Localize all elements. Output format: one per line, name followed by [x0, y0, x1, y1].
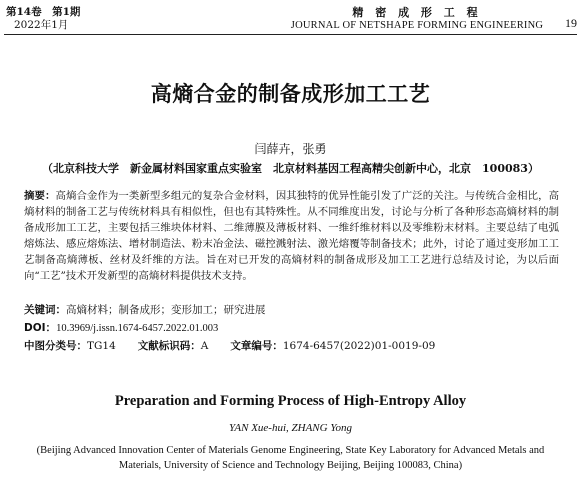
issue-date: 2022年1月 — [14, 19, 69, 31]
article-no-label: 文章编号： — [230, 340, 283, 352]
abstract-label: 摘要： — [24, 190, 56, 202]
doi-label: DOI： — [24, 322, 57, 334]
article-no-value: 1674-6457(2022)01-0019-09 — [282, 340, 436, 352]
keywords — [24, 302, 559, 318]
doc-code-label: 文献标识码： — [137, 340, 201, 352]
clc-value: TG14 — [87, 340, 116, 352]
header-rule — [4, 34, 577, 35]
page-number: 19 — [565, 16, 577, 30]
abstract-text: 高熵合金作为一类新型多组元的复杂合金材料，因其独特的优异性能引发了广泛的关注。与传统合金相比，高熵材料的制备工艺与传统材料具有相似性，但也有其特殊性。从不同维度出发，讨论与分析了各种形态高熵材料的制备成形加工工艺，主要包括三维块体材料、二维薄膜及薄板材料、一维纤维材料以及零维粉末材料。主要总结了电弧熔炼法、感应熔炼法、增材制造法、粉末冶金法、磁控溅射法、激光熔覆等制备技术；此外，讨论了通过变形加工工艺制备高熵薄板、丝材及纤维的方法。旨在对已开发的高熵材料的制备成形及加工工艺进行总结及讨论，为以后面向“工艺”技术开发新型的高熵材料提供技术支持。 — [24, 190, 560, 282]
affiliation-en: (Beijing Advanced Innovation Center of Materials Genome Engineering, State Key Laboratory for Advanced Metals and Materials, University of Science and Technology Beijing, Beijing 100083, China) — [36, 445, 545, 471]
journal-name-cn: 精 密 成 形 工 程 — [352, 6, 482, 19]
title-en: Preparation and Forming Process of High-Entropy Alloy — [114, 393, 467, 409]
keywords-text: 高熵材料；制备成形；变形加工；研究进展 — [66, 304, 266, 316]
issue-info — [6, 6, 80, 32]
title-cn: 高熵合金的制备成形加工工艺 — [150, 82, 431, 106]
journal-header — [267, 6, 567, 32]
doi — [24, 320, 559, 337]
affiliation-cn: （北京科技大学 新金属材料国家重点实验室 北京材料基因工程高精尖创新中心，北京 100083） — [42, 162, 539, 175]
journal-name-en: JOURNAL OF NETSHAPE FORMING ENGINEERING — [290, 20, 544, 31]
authors-en: YAN Xue-hui, ZHANG Yong — [229, 422, 352, 434]
volume-issue: 第14卷 第1期 — [6, 6, 81, 18]
abstract — [24, 188, 559, 284]
keywords-label: 关键词： — [24, 304, 66, 316]
doc-code-value: A — [200, 340, 209, 352]
authors-cn: 闫薛卉，张勇 — [254, 142, 327, 156]
classification — [24, 338, 559, 354]
doi-link[interactable]: 10.3969/j.issn.1674-6457.2022.01.003 — [56, 323, 219, 334]
clc-label: 中图分类号： — [24, 340, 87, 352]
